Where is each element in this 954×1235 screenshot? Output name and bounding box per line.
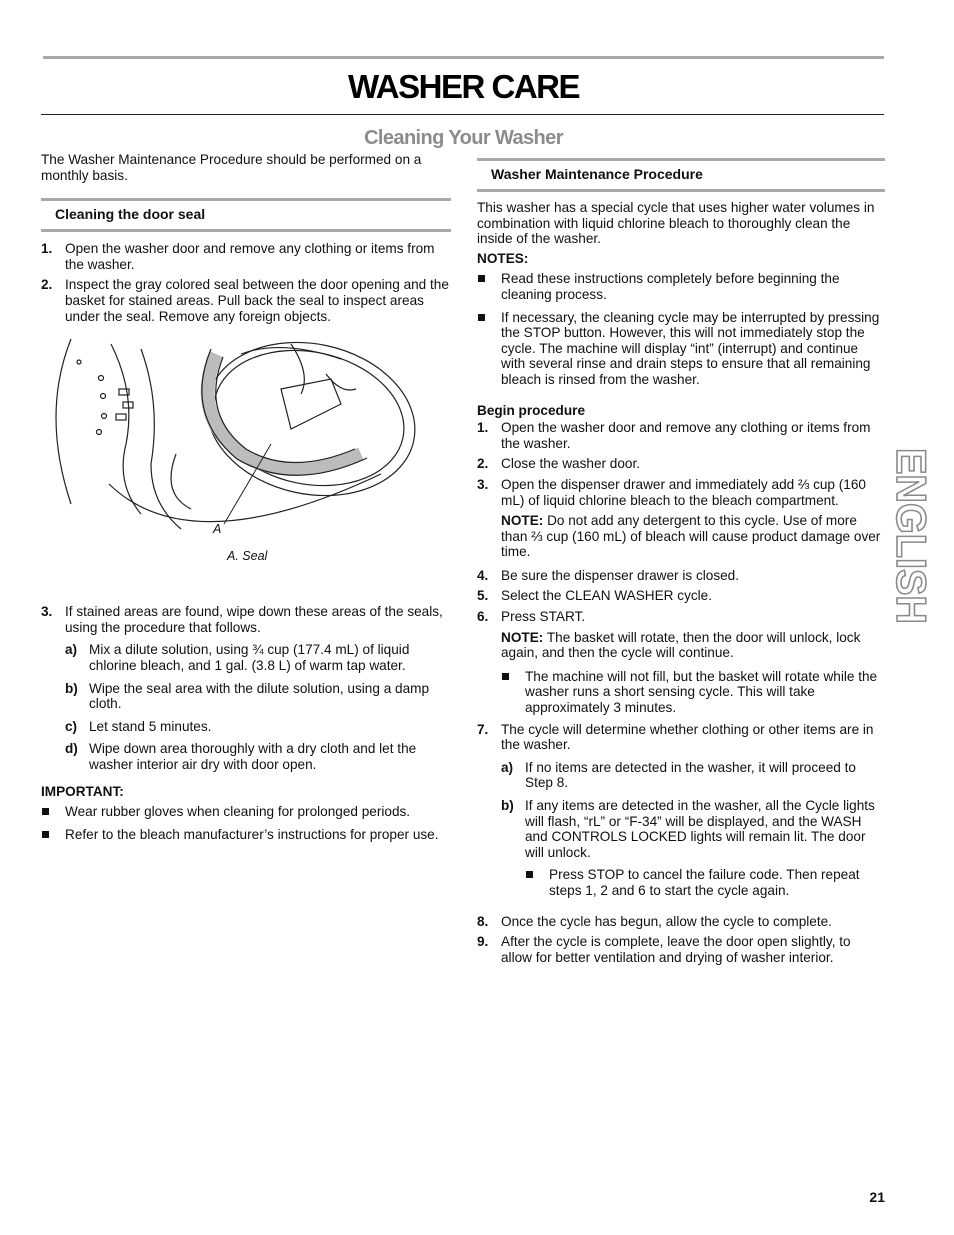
left-column bbox=[41, 152, 451, 849]
bullet-square-icon bbox=[42, 831, 49, 838]
bullet-text: Read these instructions completely before beginning the cleaning process. bbox=[501, 271, 840, 302]
step-number: 5. bbox=[477, 588, 489, 604]
list-item bbox=[477, 722, 885, 753]
note-text: The basket will rotate, then the door will unlock, lock again, and then the cycle will continue. bbox=[501, 629, 861, 661]
step-number: 8. bbox=[477, 913, 489, 929]
step-text: Close the washer door. bbox=[501, 456, 641, 472]
note-label: NOTE: bbox=[501, 513, 544, 529]
sub-step-text: Wipe down area thoroughly with a dry cloth and let the washer interior air dry with door open. bbox=[89, 741, 417, 772]
step-number: 4. bbox=[477, 567, 489, 583]
top-rule bbox=[43, 56, 884, 59]
bullet-text: Press STOP to cancel the failure code. Then repeat steps 1, 2 and 6 to start the cycle again. bbox=[549, 867, 860, 898]
important-heading: IMPORTANT: bbox=[41, 783, 124, 799]
step-text: The cycle will determine whether clothing or other items are in the washer. bbox=[501, 721, 874, 753]
step-number: 7. bbox=[477, 721, 489, 737]
step-number: 3. bbox=[477, 476, 489, 492]
step-text: Press START. bbox=[501, 609, 586, 625]
maintenance-heading: Washer Maintenance Procedure bbox=[477, 158, 885, 192]
step-number: 2. bbox=[41, 277, 53, 293]
bullet-text: Refer to the bleach manufacturer’s instructions for proper use. bbox=[65, 826, 439, 842]
language-side-label bbox=[889, 448, 949, 628]
bullet-item bbox=[477, 867, 885, 898]
sub-step-label: d) bbox=[65, 741, 78, 757]
step-text: Select the CLEAN WASHER cycle. bbox=[501, 588, 713, 604]
sub-step-text: If any items are detected in the washer, all the Cycle lights will flash, “rL” or “F-34” will be displayed, and the WASH and CONTROLS LOCKED lights will remain lit. The door will unlock. bbox=[525, 798, 875, 860]
note-block bbox=[477, 513, 885, 560]
figure-caption: A. Seal bbox=[227, 549, 268, 564]
step-number: 1. bbox=[41, 241, 53, 257]
bullet-text: The machine will not fill, but the basket will rotate while the washer runs a short sensing cycle. This will take approximately 3 minutes. bbox=[525, 668, 878, 716]
bullet-square-icon bbox=[478, 314, 485, 321]
language-side-label-text: ENGLISH bbox=[889, 448, 935, 628]
sub-step bbox=[477, 798, 885, 860]
list-item bbox=[477, 609, 885, 625]
bullet-text: Wear rubber gloves when cleaning for prolonged periods. bbox=[65, 804, 411, 820]
note-block bbox=[477, 630, 885, 661]
bullet-item bbox=[41, 804, 451, 820]
list-item bbox=[477, 934, 885, 965]
section-title: Cleaning Your Washer bbox=[364, 127, 563, 149]
title-underline bbox=[41, 114, 884, 115]
sub-step bbox=[41, 719, 451, 735]
sub-step-text: Mix a dilute solution, using ¾ cup (177.4 mL) of liquid chlorine bleach, and 1 gal. (3.8 L) of warm tap water. bbox=[89, 642, 410, 673]
list-item bbox=[41, 241, 451, 272]
washer-door-illustration bbox=[41, 334, 451, 584]
list-item bbox=[477, 914, 885, 930]
step-number: 9. bbox=[477, 934, 489, 950]
list-item bbox=[477, 456, 885, 472]
begin-procedure-heading: Begin procedure bbox=[477, 402, 586, 418]
sub-step-label: b) bbox=[65, 680, 78, 696]
bullet-square-icon bbox=[526, 871, 533, 878]
list-item bbox=[477, 588, 885, 604]
list-item bbox=[477, 420, 885, 451]
bullet-item bbox=[477, 669, 885, 716]
bullet-text: If necessary, the cleaning cycle may be interrupted by pressing the STOP button. However, this will not immediately stop the cycle. The machine will display “int” (interrupt) and continue with several rinse and drain steps to ensure that all remaining bleach is rinsed from the washer. bbox=[501, 309, 880, 387]
bullet-item bbox=[41, 827, 451, 843]
page-number: 21 bbox=[869, 1189, 885, 1205]
step-text: Open the washer door and remove any clothing or items from the washer. bbox=[65, 241, 435, 272]
step-number: 1. bbox=[477, 420, 489, 436]
right-column bbox=[477, 158, 885, 970]
sub-step bbox=[477, 760, 885, 791]
step-number: 6. bbox=[477, 609, 489, 625]
note-text: Do not add any detergent to this cycle. Use of more than ⅔ cup (160 mL) of bleach will cause product damage over time. bbox=[501, 513, 881, 560]
sub-step bbox=[41, 642, 451, 673]
door-seal-figure bbox=[41, 334, 451, 584]
step-number: 3. bbox=[41, 604, 53, 620]
sub-step-text: Wipe the seal area with the dilute solution, using a damp cloth. bbox=[89, 680, 430, 712]
list-item bbox=[477, 477, 885, 508]
list-item bbox=[41, 277, 451, 324]
step-number: 2. bbox=[477, 456, 489, 472]
sub-step-label: c) bbox=[65, 718, 78, 734]
bullet-item bbox=[477, 271, 885, 302]
notes-heading: NOTES: bbox=[477, 250, 529, 266]
step-text: If stained areas are found, wipe down these areas of the seals, using the procedure that follows. bbox=[65, 604, 443, 635]
bullet-item bbox=[477, 310, 885, 388]
sub-step-text: If no items are detected in the washer, it will proceed to Step 8. bbox=[525, 759, 856, 791]
intro-text: The Washer Maintenance Procedure should be performed on a monthly basis. bbox=[41, 152, 422, 183]
list-item bbox=[477, 568, 885, 584]
page-title: WASHER CARE bbox=[347, 68, 580, 105]
sub-step bbox=[41, 741, 451, 772]
sub-step bbox=[41, 681, 451, 712]
sub-step-label: a) bbox=[65, 642, 78, 658]
step-text: After the cycle is complete, leave the door open slightly, to allow for better ventilation and drying of washer interior. bbox=[501, 934, 851, 965]
sub-step-text: Let stand 5 minutes. bbox=[89, 718, 212, 734]
step-text: Once the cycle has begun, allow the cycle to complete. bbox=[501, 913, 832, 929]
sub-step-label: b) bbox=[501, 798, 514, 813]
note-label: NOTE: bbox=[501, 629, 544, 645]
maintenance-intro: This washer has a special cycle that uses higher water volumes in combination with liquid chlorine bleach to thoroughly clean the inside of the washer. bbox=[477, 200, 875, 247]
step-text: Inspect the gray colored seal between the door opening and the basket for stained areas. Pull back the seal to inspect areas under the seal. Remove any foreign objects. bbox=[65, 277, 449, 324]
list-item bbox=[41, 604, 451, 635]
callout-a: A bbox=[213, 522, 222, 537]
bullet-square-icon bbox=[478, 275, 485, 282]
bullet-square-icon bbox=[42, 808, 49, 815]
door-seal-heading: Cleaning the door seal bbox=[41, 198, 451, 232]
bullet-square-icon bbox=[502, 673, 509, 680]
step-text: Open the washer door and remove any clothing or items from the washer. bbox=[501, 420, 871, 451]
step-text: Open the dispenser drawer and immediately add ⅔ cup (160 mL) of liquid chlorine bleach to the bleach compartment. bbox=[501, 476, 866, 508]
sub-step-label: a) bbox=[501, 759, 514, 775]
step-text: Be sure the dispenser drawer is closed. bbox=[501, 567, 740, 583]
